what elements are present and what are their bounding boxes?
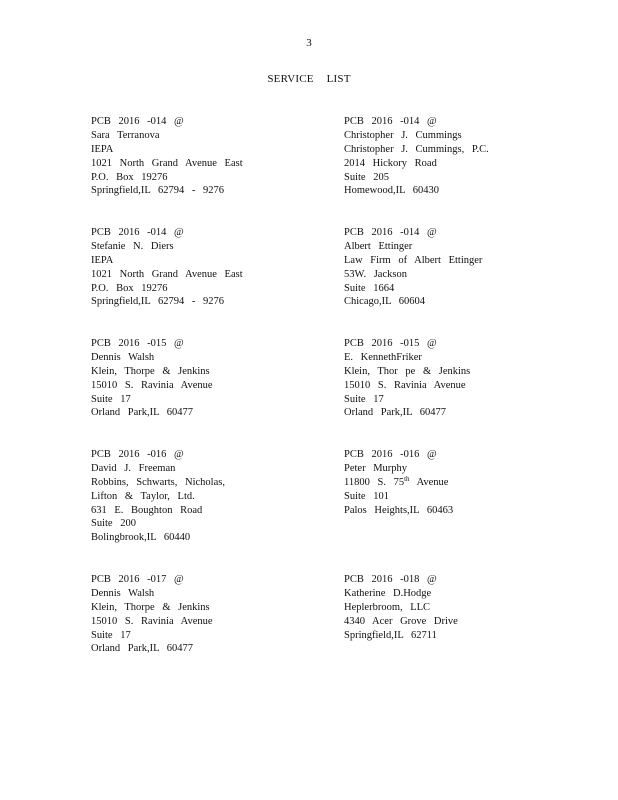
city-state-zip: Orland Park,IL 60477: [91, 407, 194, 419]
street-address: 2014 Hickory Road: [344, 157, 437, 169]
service-entry: [91, 226, 321, 309]
po-box: P.O. Box 19276: [91, 282, 168, 294]
contact-name: Peter Murphy: [344, 462, 408, 474]
street-address: 15010 S. Ravinia Avenue: [91, 615, 213, 627]
contact-name: Dennis Walsh: [91, 351, 155, 363]
street-address: 4340 Acer Grove Drive: [344, 615, 458, 627]
contact-name: Christopher J. Cummings: [344, 129, 462, 141]
street-address: 15010 S. Ravinia Avenue: [344, 379, 466, 391]
city-state-zip: Springfield,IL 62794 - 9276: [91, 296, 225, 308]
organization: Heplerbroom, LLC: [344, 601, 431, 613]
suite: Suite 101: [344, 490, 389, 502]
contact-name: E. KennethFriker: [344, 351, 422, 363]
street-address: 15010 S. Ravinia Avenue: [91, 379, 213, 391]
case-number: PCB 2016 -014 @: [91, 116, 184, 127]
page-number: 3: [306, 37, 312, 49]
contact-name: Dennis Walsh: [91, 587, 155, 599]
organization: Robbins, Schwarts, Nicholas,: [91, 476, 225, 488]
service-entry: [344, 573, 574, 642]
suite: Suite 205: [344, 171, 389, 183]
suite: Suite 1664: [344, 282, 395, 294]
street-address: 53W. Jackson: [344, 268, 407, 280]
city-state-zip: Orland Park,IL 60477: [91, 643, 194, 655]
street-number: 11800 S. 75: [344, 476, 405, 488]
case-number: PCB 2016 -014 @: [344, 116, 437, 127]
suite: Suite 200: [91, 518, 136, 530]
street-address: 1021 North Grand Avenue East: [91, 157, 243, 169]
street-rest: Avenue: [409, 476, 449, 488]
street-address: 631 E. Boughton Road: [91, 504, 203, 516]
city-state-zip: Chicago,IL 60604: [344, 296, 426, 308]
case-number: PCB 2016 -016 @: [344, 449, 437, 460]
suite: Suite 17: [91, 629, 131, 641]
city-state-zip: Springfield,IL 62711: [344, 629, 437, 641]
case-number: PCB 2016 -017 @: [91, 574, 184, 585]
organization: Klein, Thorpe & Jenkins: [91, 365, 210, 377]
contact-name: Albert Ettinger: [344, 240, 413, 252]
contact-name: Sara Terranova: [91, 129, 160, 141]
city-state-zip: Palos Heights,IL 60463: [344, 504, 454, 516]
organization: IEPA: [91, 143, 114, 155]
po-box: P.O. Box 19276: [91, 171, 168, 183]
contact-name: Katherine D.Hodge: [344, 587, 432, 599]
page-title: SERVICE LIST: [267, 73, 351, 85]
organization: Law Firm of Albert Ettinger: [344, 254, 483, 266]
organization: Klein, Thorpe & Jenkins: [91, 601, 210, 613]
case-number: PCB 2016 -016 @: [91, 449, 184, 460]
service-entry: [344, 337, 574, 420]
ordinal-suffix: th: [404, 474, 410, 483]
service-entry: [91, 115, 321, 198]
service-entry: [91, 573, 321, 656]
city-state-zip: Bolingbrook,IL 60440: [91, 532, 191, 544]
contact-name: Stefanie N. Diers: [91, 240, 174, 252]
case-number: PCB 2016 -015 @: [344, 338, 437, 349]
service-entry: [91, 448, 321, 545]
organization: Klein, Thor pe & Jenkins: [344, 365, 471, 377]
case-number: PCB 2016 -015 @: [91, 338, 184, 349]
service-entry: [91, 337, 321, 420]
case-number: PCB 2016 -014 @: [91, 227, 184, 238]
city-state-zip: Springfield,IL 62794 - 9276: [91, 185, 225, 197]
contact-name: David J. Freeman: [91, 462, 176, 474]
service-entry: [344, 115, 574, 198]
suite: Suite 17: [91, 393, 131, 405]
street-address: [344, 476, 574, 490]
suite: Suite 17: [344, 393, 384, 405]
city-state-zip: Homewood,IL 60430: [344, 185, 440, 197]
case-number: PCB 2016 -014 @: [344, 227, 437, 238]
organization: Christopher J. Cummings, P.C.: [344, 143, 489, 155]
service-entry: [344, 226, 574, 309]
case-number: PCB 2016 -018 @: [344, 574, 437, 585]
organization-continued: Lifton & Taylor, Ltd.: [91, 490, 195, 502]
city-state-zip: Orland Park,IL 60477: [344, 407, 447, 419]
service-entry: [344, 448, 574, 517]
street-address: 1021 North Grand Avenue East: [91, 268, 243, 280]
organization: IEPA: [91, 254, 114, 266]
